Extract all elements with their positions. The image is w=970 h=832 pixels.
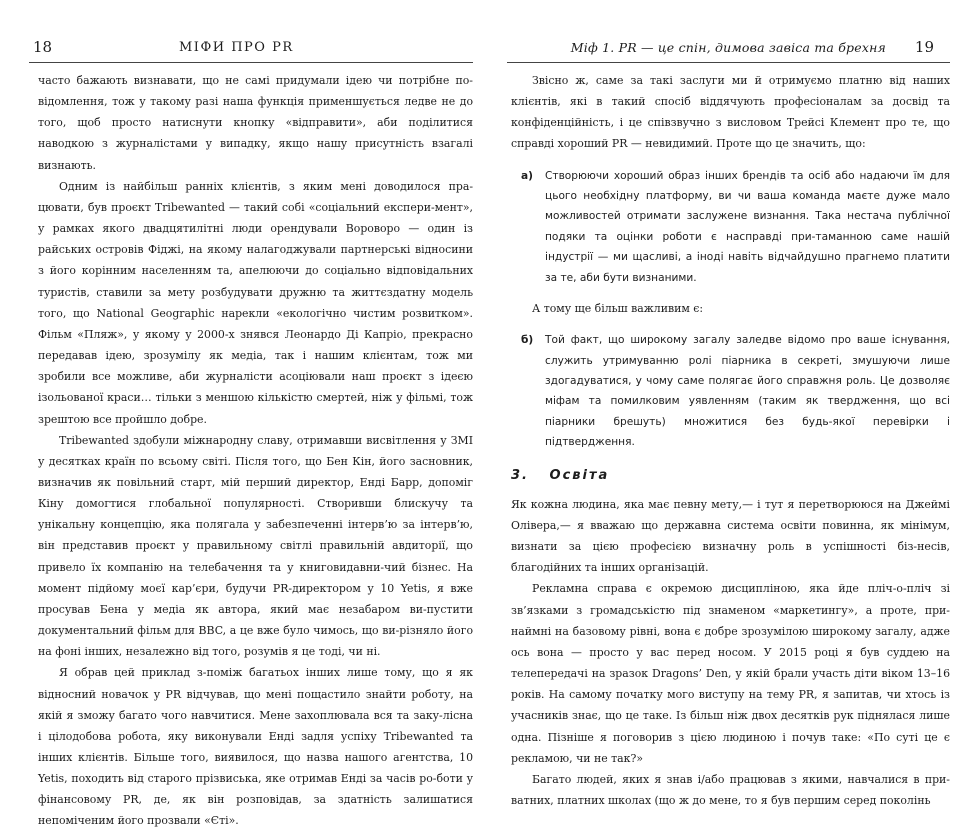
paragraph: часто бажають визнавати, що не самі придумали ідею чи потрібне по-відомлення, тож у такому разі наша функція применшується ледве не до того, щоб просто натиснути кнопку «відправити», аби поділитися наводкою з журналістами у випадку, якщо нашу присутність взагалі визнають. xyxy=(38,74,473,172)
section-title: Освіта xyxy=(549,467,610,483)
list-marker: а) xyxy=(521,169,533,182)
left-page-number: 18 xyxy=(33,38,53,56)
section-heading xyxy=(511,465,950,486)
intro-paragraph: Звісно ж, саме за такі заслуги ми й отримуємо платню від наших клієнтів, які в такий спосіб віддячують професіоналам за досвід та конфіденційність, і це співзвучно з висловом Трейсі Клемент про те, що справді хороший PR — невидимий. Проте що це значить, що: xyxy=(511,74,950,151)
left-body-text xyxy=(38,70,473,832)
right-running-head xyxy=(507,0,950,56)
chapter-title-header: Міф 1. PR — це спін, димова завіса та брехня xyxy=(570,40,886,55)
section-number: 3. xyxy=(511,467,529,483)
paragraph: Я обрав цей приклад з-поміж багатьох інших лише тому, що я як відносний новачок у PR відчував, що мені пощастило знайти роботу, на якій я зможу багато чого навчитися. Мене захоплювала вся та заку-лісна і цілодобова робота, яку виконували Енді задля успіху Tribewanted та інших клієнтів. Більше того, виявилося, що назва нашого агентства, 10 Yetis, походить від старого прізвиська, яке отримав Енді за часів ро-боти у фінансовому PR, де, як він розповідав, за здатність залишатися непоміченим його прозвали «Єті». xyxy=(38,666,473,828)
list-item-text: Створюючи хороший образ інших брендів та осіб або надаючи їм для цього необхідну платформу, ви чи ваша команда маєте дуже мало можливостей отримати заслужене визнання. Така нестача публічної подяки та оцінки роботи є насправді при-таманною саме нашій індустрії — ми щасливі, а іноді навіть відчайдушно прагнемо платити за те, аби бути визнаними. xyxy=(545,169,950,284)
list-marker: б) xyxy=(521,334,534,347)
transition-paragraph: А тому ще більш важливим є: xyxy=(532,302,704,316)
paragraph: Рекламна справа є окремою дисципліною, яка йде пліч-о-пліч зі зв’язками з громадськістю під знаменом «маркетингу», а проте, при-наймні на базовому рівні, вона є добре зрозумілою широкому загалу, адже ось вона — просто у вас перед носом. У 2015 році я був суддею на телепередачі на зразок Dragons’ Den, у якій брали участь діти віком 13–16 років. На самому початку мого виступу на тему PR, я запитав, чи хтось із учасників знає, що це таке. Із більш ніж двох десятків рук піднялася лише одна. Пізніше я поговорив з цією людиною і почув таке: «По суті це є рекламою, чи не так?» xyxy=(511,582,950,765)
left-page xyxy=(29,0,473,828)
paragraph: Як кожна людина, яка має певну мету,— і тут я перетворююся на Джеймі Олівера,— я вважаю що державна система освіти повинна, як мінімум, визнати за цією професією визначну роль в успішності біз-несів, благодійних та інших організацій. xyxy=(511,497,950,575)
paragraph: Багато людей, яких я знав і/або працював з якими, навчалися в при-ватних, платних школах (що ж до мене, то я був першим серед поколінь xyxy=(511,772,950,807)
paragraph: Одним із найбільш ранніх клієнтів, з яким мені доводилося пра-цювати, був проєкт Tribewanted — такий собі «соціальний експери-мент», у рамках якого двадцятилітні люди орендували Вороворо — один із райських островів Фіджі, на якому налагоджували партнерські відносини з його корінним населенням та, апелюючи до соціально відповідальних туристів, ставили за мету розбудувати дружню та життєздатну модель того, що National Geographic нарекли «екологічно чистим розвитком». Фільм «Пляж», у якому у 2000-х знявся Леонардо Ді Капріо, прекрасно передавав ідею, зрозумілу як медіа, так і нашим клієнтам, тож ми зробили все можливе, аби журналісти асоціювали наш проєкт з ідеєю ізольованої краси… тільки з меншою кількістю смертей, ніж у фільмі, тож зрештою все пройшло добре. xyxy=(38,179,473,426)
book-title-header: МІФИ ПРО PR xyxy=(179,40,294,55)
left-running-head xyxy=(29,0,473,56)
header-rule xyxy=(507,62,950,63)
list-item-a xyxy=(511,166,950,288)
right-page xyxy=(507,0,950,807)
list-item-b xyxy=(511,330,950,452)
header-rule xyxy=(29,62,473,63)
list-item-text: Той факт, що широкому загалу заледве відомо про ваше існування, служить утримуванню ролі піарника в секреті, змушуючи лише здогадуватися, у чому саме полягає його справжня роль. Це дозволяє міфам та помилковим уявленням (таким як твердження, що всі піарники брешуть) множитися без будь-якої перевірки і підтвердження. xyxy=(545,334,950,449)
right-body-text xyxy=(511,70,950,811)
right-page-number: 19 xyxy=(914,38,934,56)
paragraph: Tribewanted здобули міжнародну славу, отримавши висвітлення у ЗМІ у десятках країн по всьому світі. Після того, що Бен Кін, його засновник, визначив як повільний старт, мій перший директор, Енді Барр, допоміг Кіну домогтися глобальної популярності. Створивши блискучу та унікальну концепцію, яка полягала у забезпеченні інтерв’ю за інтерв’ю, він представив проєкт у правильному світлі правильній авдиторії, що привело їх компанію на телебачення та у книговидавни-чий бізнес. На момент підйому моєї кар’єри, будучи PR-директором у 10 Yetis, я вже просував Бена у медіа як автора, який має незабаром ви-пустити документальний фільм для BBC, а це вже було чимось, що ви-різняло його на фоні інших, незалежно від того, розумів я це тоді, чи ні. xyxy=(38,433,473,659)
